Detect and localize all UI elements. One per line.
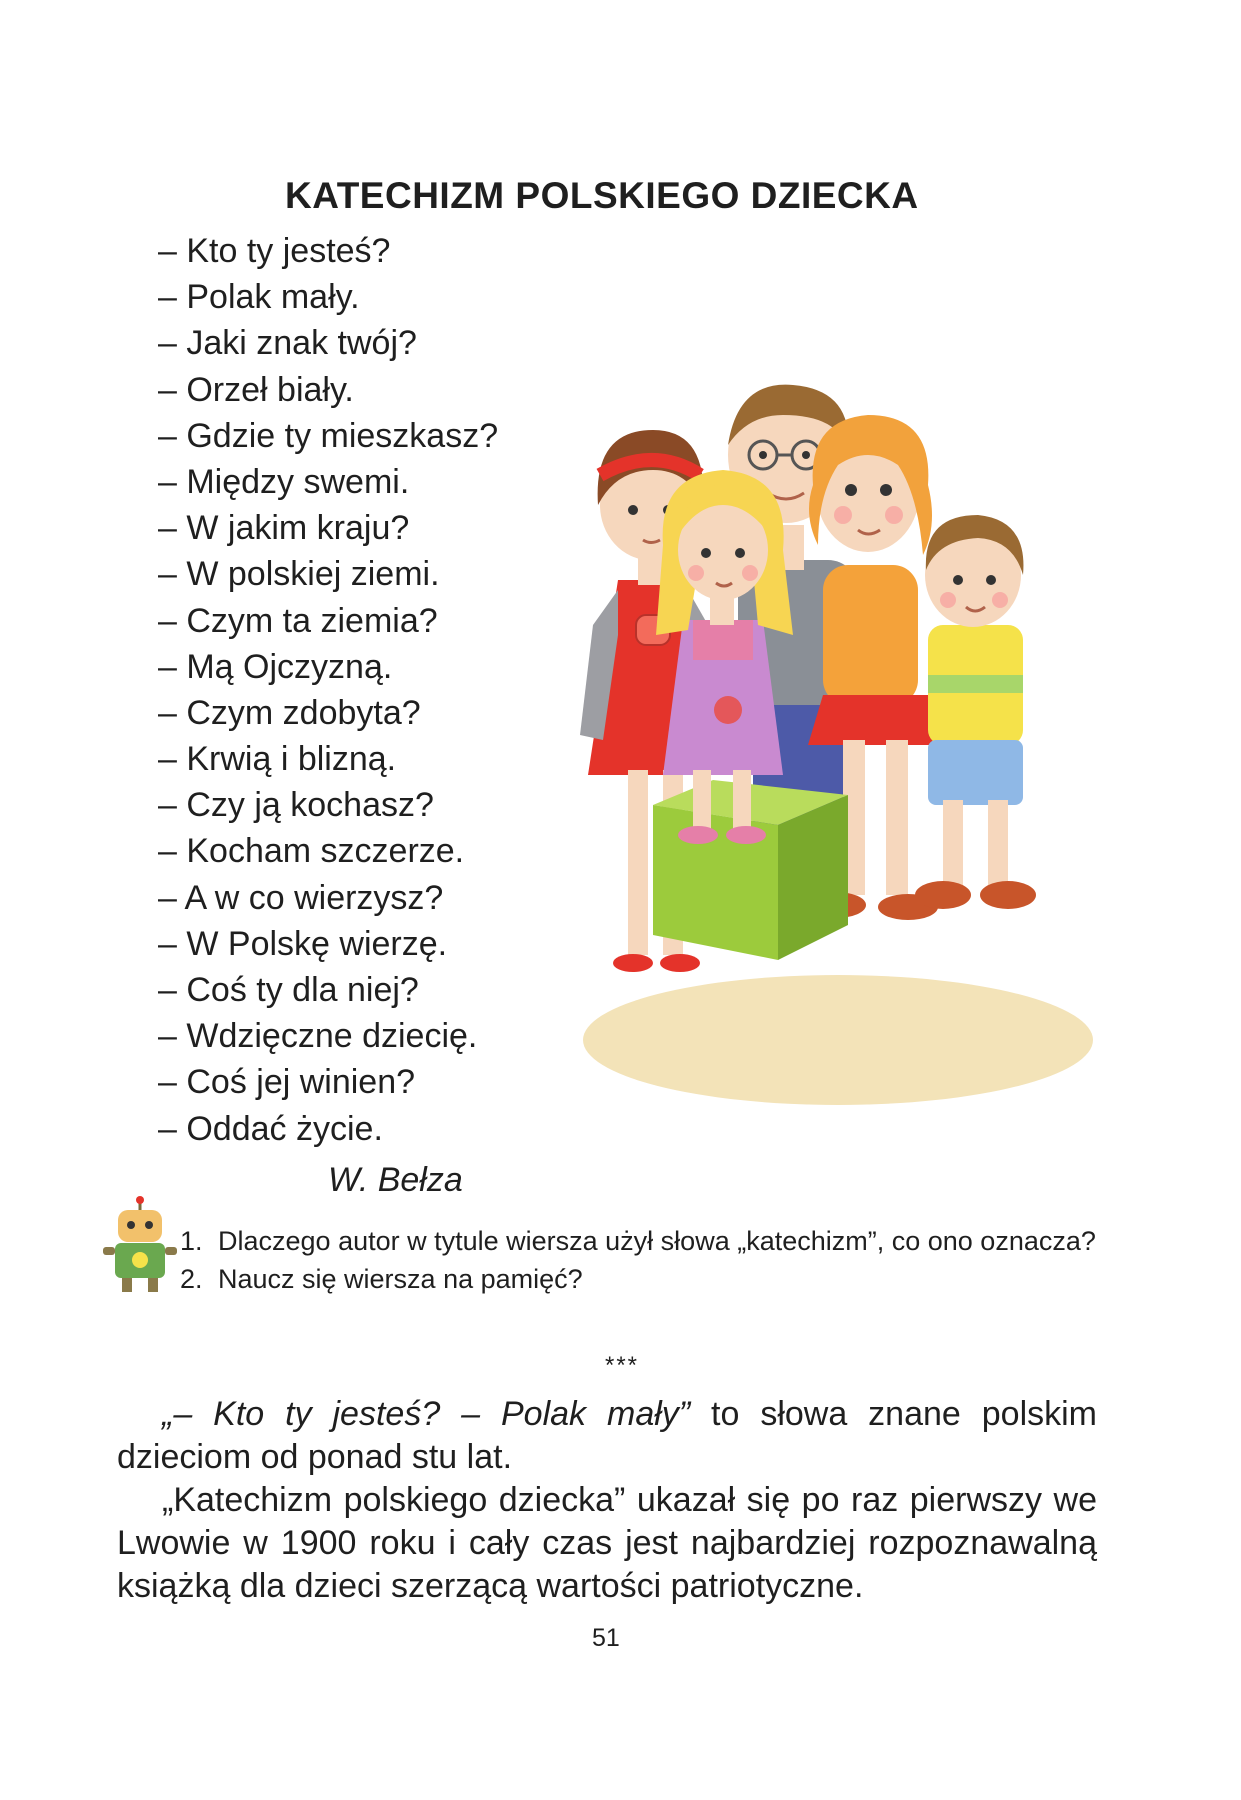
poem-line: – Oddać życie. [158,1109,383,1148]
question-number: 2. [180,1264,203,1294]
poem-line: – Czy ją kochasz? [158,786,434,825]
poem [158,228,498,1152]
quote-text: „– Kto ty jesteś? – Polak mały” [162,1395,691,1433]
section-separator: *** [605,1352,640,1379]
poem-line: – Jaki znak twój? [158,324,417,363]
poem-line: – W jakim kraju? [158,509,410,548]
robot-mascot-icon [100,1195,180,1295]
page-number: 51 [592,1624,620,1652]
poem-line: – Czym zdobyta? [158,693,421,732]
paragraph-text: to słowa znane polskim dzieciom od ponad stu lat. [117,1395,1098,1476]
poem-line: – Orzeł biały. [158,370,354,409]
questions-list [180,1222,1100,1298]
poem-line: – Wdzięczne dziecię. [158,1017,478,1056]
poem-line: – Kocham szczerze. [158,832,465,871]
family-illustration [568,375,1108,1125]
poem-line: – Czym ta ziemia? [158,601,438,640]
poem-title: KATECHIZM POLSKIEGO DZIECKA [285,174,919,216]
boy-figure [915,515,1036,909]
prose-paragraph: „Katechizm polskiego dziecka” ukazał się po raz pierwszy we Lwowie w 1900 roku i cały czas jest najbardziej rozpoznawalną książką dla dzieci szerzącą wartości patriotyczne. [117,1481,1097,1605]
poem-line: – A w co wierzysz? [158,878,444,917]
prose-section [117,1393,1097,1608]
poem-line: – Gdzie ty mieszkasz? [158,416,499,455]
prose-paragraph [117,1393,1097,1479]
question-text: Naucz się wiersza na pamięć? [218,1264,583,1294]
poem-line: – Krwią i blizną. [158,740,397,779]
poem-line: – Między swemi. [158,462,410,501]
question-item [180,1222,1100,1260]
poem-line: – Kto ty jesteś? [158,232,391,270]
poem-line: – W polskiej ziemi. [158,555,440,594]
question-number: 1. [180,1226,203,1256]
poem-line: – Coś jej winien? [158,1063,416,1102]
poem-line: – Mą Ojczyzną. [158,647,393,686]
poem-line: – Coś ty dla niej? [158,971,419,1009]
question-item [180,1260,1100,1298]
poem-line: – Polak mały. [158,278,360,317]
poem-line: – W Polskę wierzę. [158,924,448,963]
question-text: Dlaczego autor w tytule wiersza użył słowa „katechizm”, co ono oznacza? [218,1226,1096,1256]
poem-author: W. Bełza [328,1161,463,1199]
